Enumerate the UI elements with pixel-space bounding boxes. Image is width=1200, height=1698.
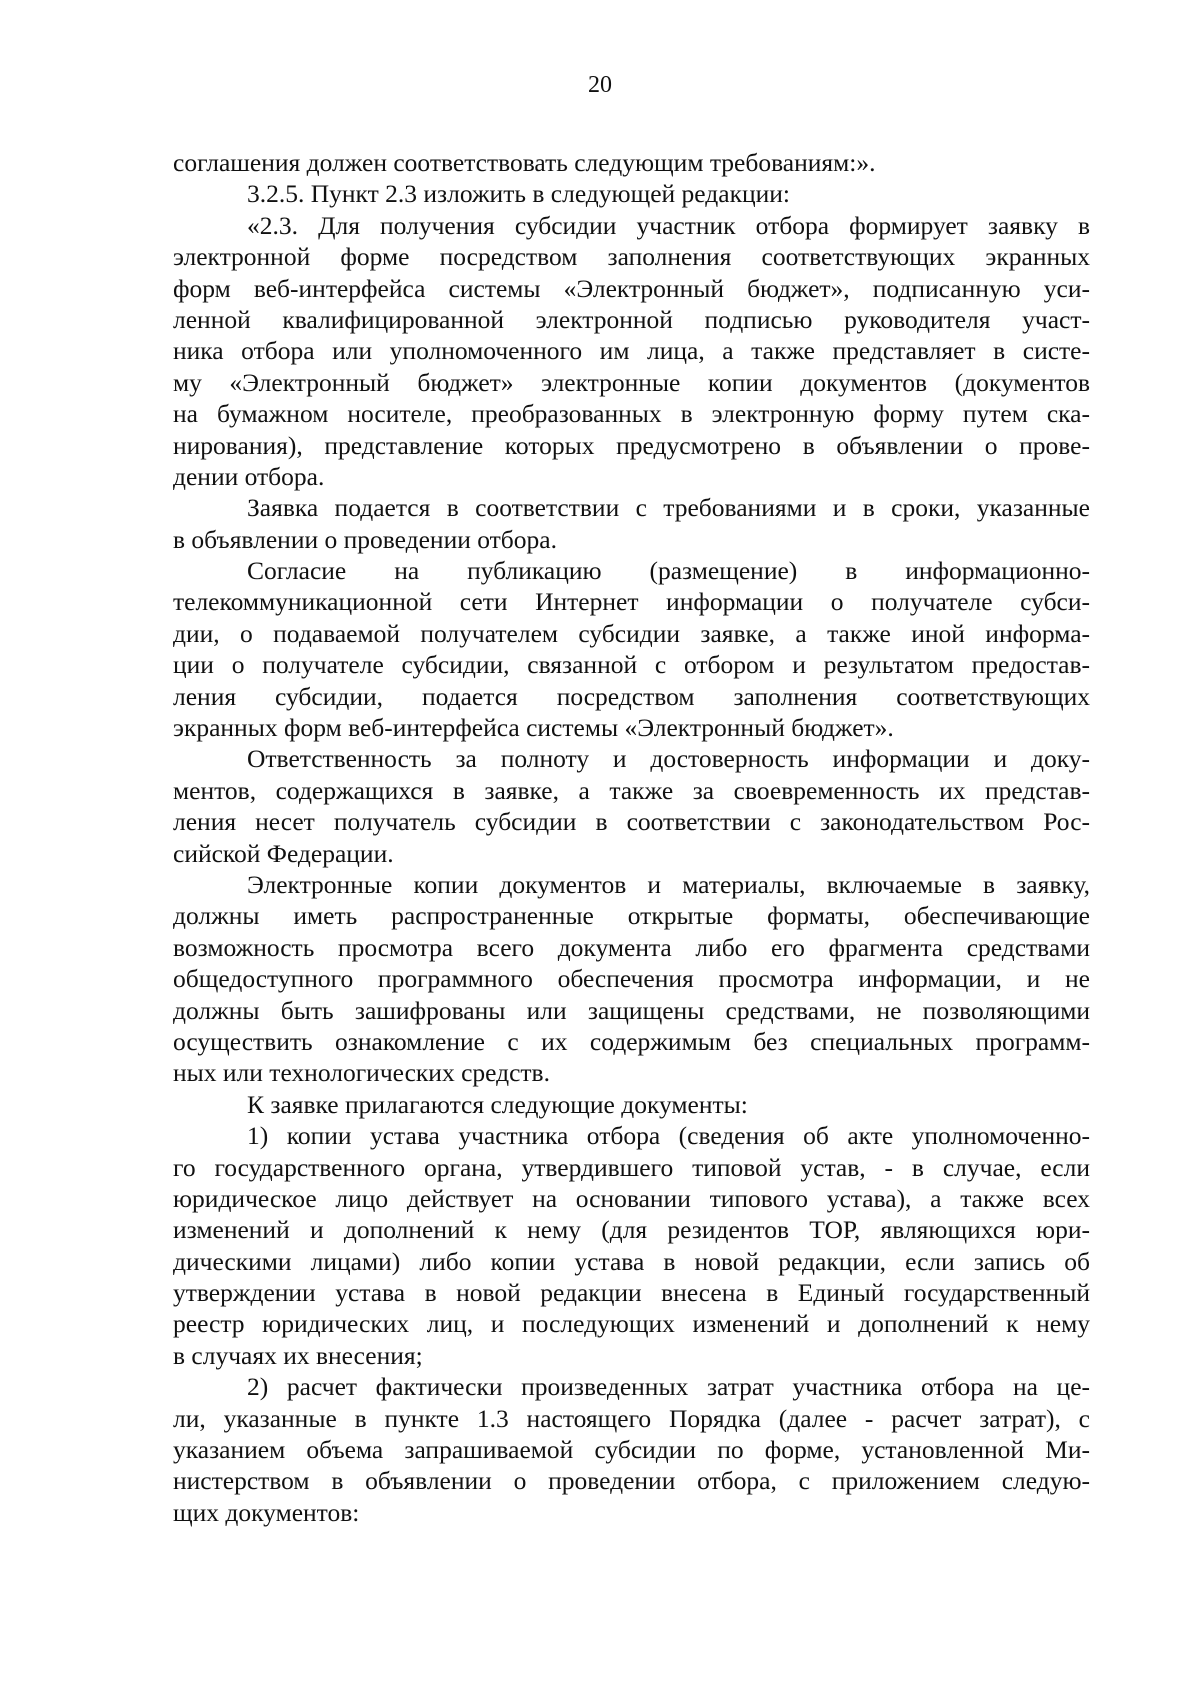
text-line: Ответственность за полноту и достоверность информации и доку- bbox=[247, 744, 1090, 774]
text-line: ника отбора или уполномоченного им лица, а также представляет в систе- bbox=[173, 336, 1090, 366]
text-line: К заявке прилагаются следующие документы: bbox=[247, 1089, 748, 1119]
text-line: форм веб-интерфейса системы «Электронный бюджет», подписанную уси- bbox=[173, 273, 1090, 303]
text-line: юридическое лицо действует на основании типового устава), а также всех bbox=[173, 1183, 1090, 1213]
text-line: щих документов: bbox=[173, 1497, 360, 1527]
text-line: электронной форме посредством заполнения соответствующих экранных bbox=[173, 242, 1090, 272]
page-number: 20 bbox=[588, 72, 612, 98]
text-line: ленной квалифицированной электронной подписью руководителя участ- bbox=[173, 304, 1090, 334]
text-line: 1) копии устава участника отбора (сведения об акте уполномоченно- bbox=[247, 1121, 1090, 1151]
text-line: ментов, содержащихся в заявке, а также за своевременность их представ- bbox=[173, 775, 1090, 805]
text-line: ных или технологических средств. bbox=[173, 1058, 550, 1088]
text-line: ли, указанные в пункте 1.3 настоящего Порядка (далее - расчет затрат), с bbox=[173, 1403, 1090, 1433]
text-line: ления субсидии, подается посредством заполнения соответствующих bbox=[173, 681, 1090, 711]
text-line: в случаях их внесения; bbox=[173, 1340, 423, 1370]
text-line: реестр юридических лиц, и последующих изменений и дополнений к нему bbox=[173, 1309, 1090, 1339]
text-line: на бумажном носителе, преобразованных в электронную форму путем ска- bbox=[173, 399, 1090, 429]
text-line: нистерством в объявлении о проведении отбора, с приложением следую- bbox=[173, 1466, 1090, 1496]
text-line: 3.2.5. Пункт 2.3 изложить в следующей редакции: bbox=[247, 179, 790, 209]
text-line: должны быть зашифрованы или защищены средствами, не позволяющими bbox=[173, 995, 1090, 1025]
text-line: го государственного органа, утвердившего типовой устав, - в случае, если bbox=[173, 1152, 1090, 1182]
text-line: утверждении устава в новой редакции внесена в Единый государственный bbox=[173, 1278, 1090, 1308]
text-line: сийской Федерации. bbox=[173, 838, 394, 868]
text-line: дении отбора. bbox=[173, 461, 325, 491]
text-line: Электронные копии документов и материалы, включаемые в заявку, bbox=[247, 869, 1090, 899]
text-line: соглашения должен соответствовать следующим требованиям:». bbox=[173, 148, 876, 177]
text-line: телекоммуникационной сети Интернет информации о получателе субси- bbox=[173, 587, 1090, 617]
text-line: возможность просмотра всего документа либо его фрагмента средствами bbox=[173, 932, 1090, 962]
text-line: нирования), представление которых предусмотрено в объявлении о прове- bbox=[173, 430, 1090, 460]
text-line: дии, о подаваемой получателем субсидии заявке, а также иной информа- bbox=[173, 618, 1090, 648]
text-line: экранных форм веб-интерфейса системы «Электронный бюджет». bbox=[173, 713, 894, 743]
text-line: Заявка подается в соответствии с требованиями и в сроки, указанные bbox=[247, 493, 1090, 523]
text-line: ления несет получатель субсидии в соответствии с законодательством Рос- bbox=[173, 807, 1090, 837]
text-line: 2) расчет фактически произведенных затрат участника отбора на це- bbox=[247, 1372, 1090, 1402]
text-line: осуществить ознакомление с их содержимым без специальных программ- bbox=[173, 1026, 1090, 1056]
text-line: общедоступного программного обеспечения просмотра информации, и не bbox=[173, 964, 1090, 994]
document-body bbox=[173, 147, 1090, 1528]
text-line: «2.3. Для получения субсидии участник отбора формирует заявку в bbox=[247, 210, 1090, 240]
text-line: дическими лицами) либо копии устава в новой редакции, если запись об bbox=[173, 1246, 1090, 1276]
text-line: му «Электронный бюджет» электронные копии документов (документов bbox=[173, 367, 1090, 397]
text-line: изменений и дополнений к нему (для резидентов ТОР, являющихся юри- bbox=[173, 1215, 1090, 1245]
text-line: в объявлении о проведении отбора. bbox=[173, 524, 557, 554]
text-line: должны иметь распространенные открытые форматы, обеспечивающие bbox=[173, 901, 1090, 931]
text-line: указанием объема запрашиваемой субсидии по форме, установленной Ми- bbox=[173, 1435, 1090, 1465]
text-line: ции о получателе субсидии, связанной с отбором и результатом предостав- bbox=[173, 650, 1090, 680]
text-line: Согласие на публикацию (размещение) в информационно- bbox=[247, 556, 1090, 586]
